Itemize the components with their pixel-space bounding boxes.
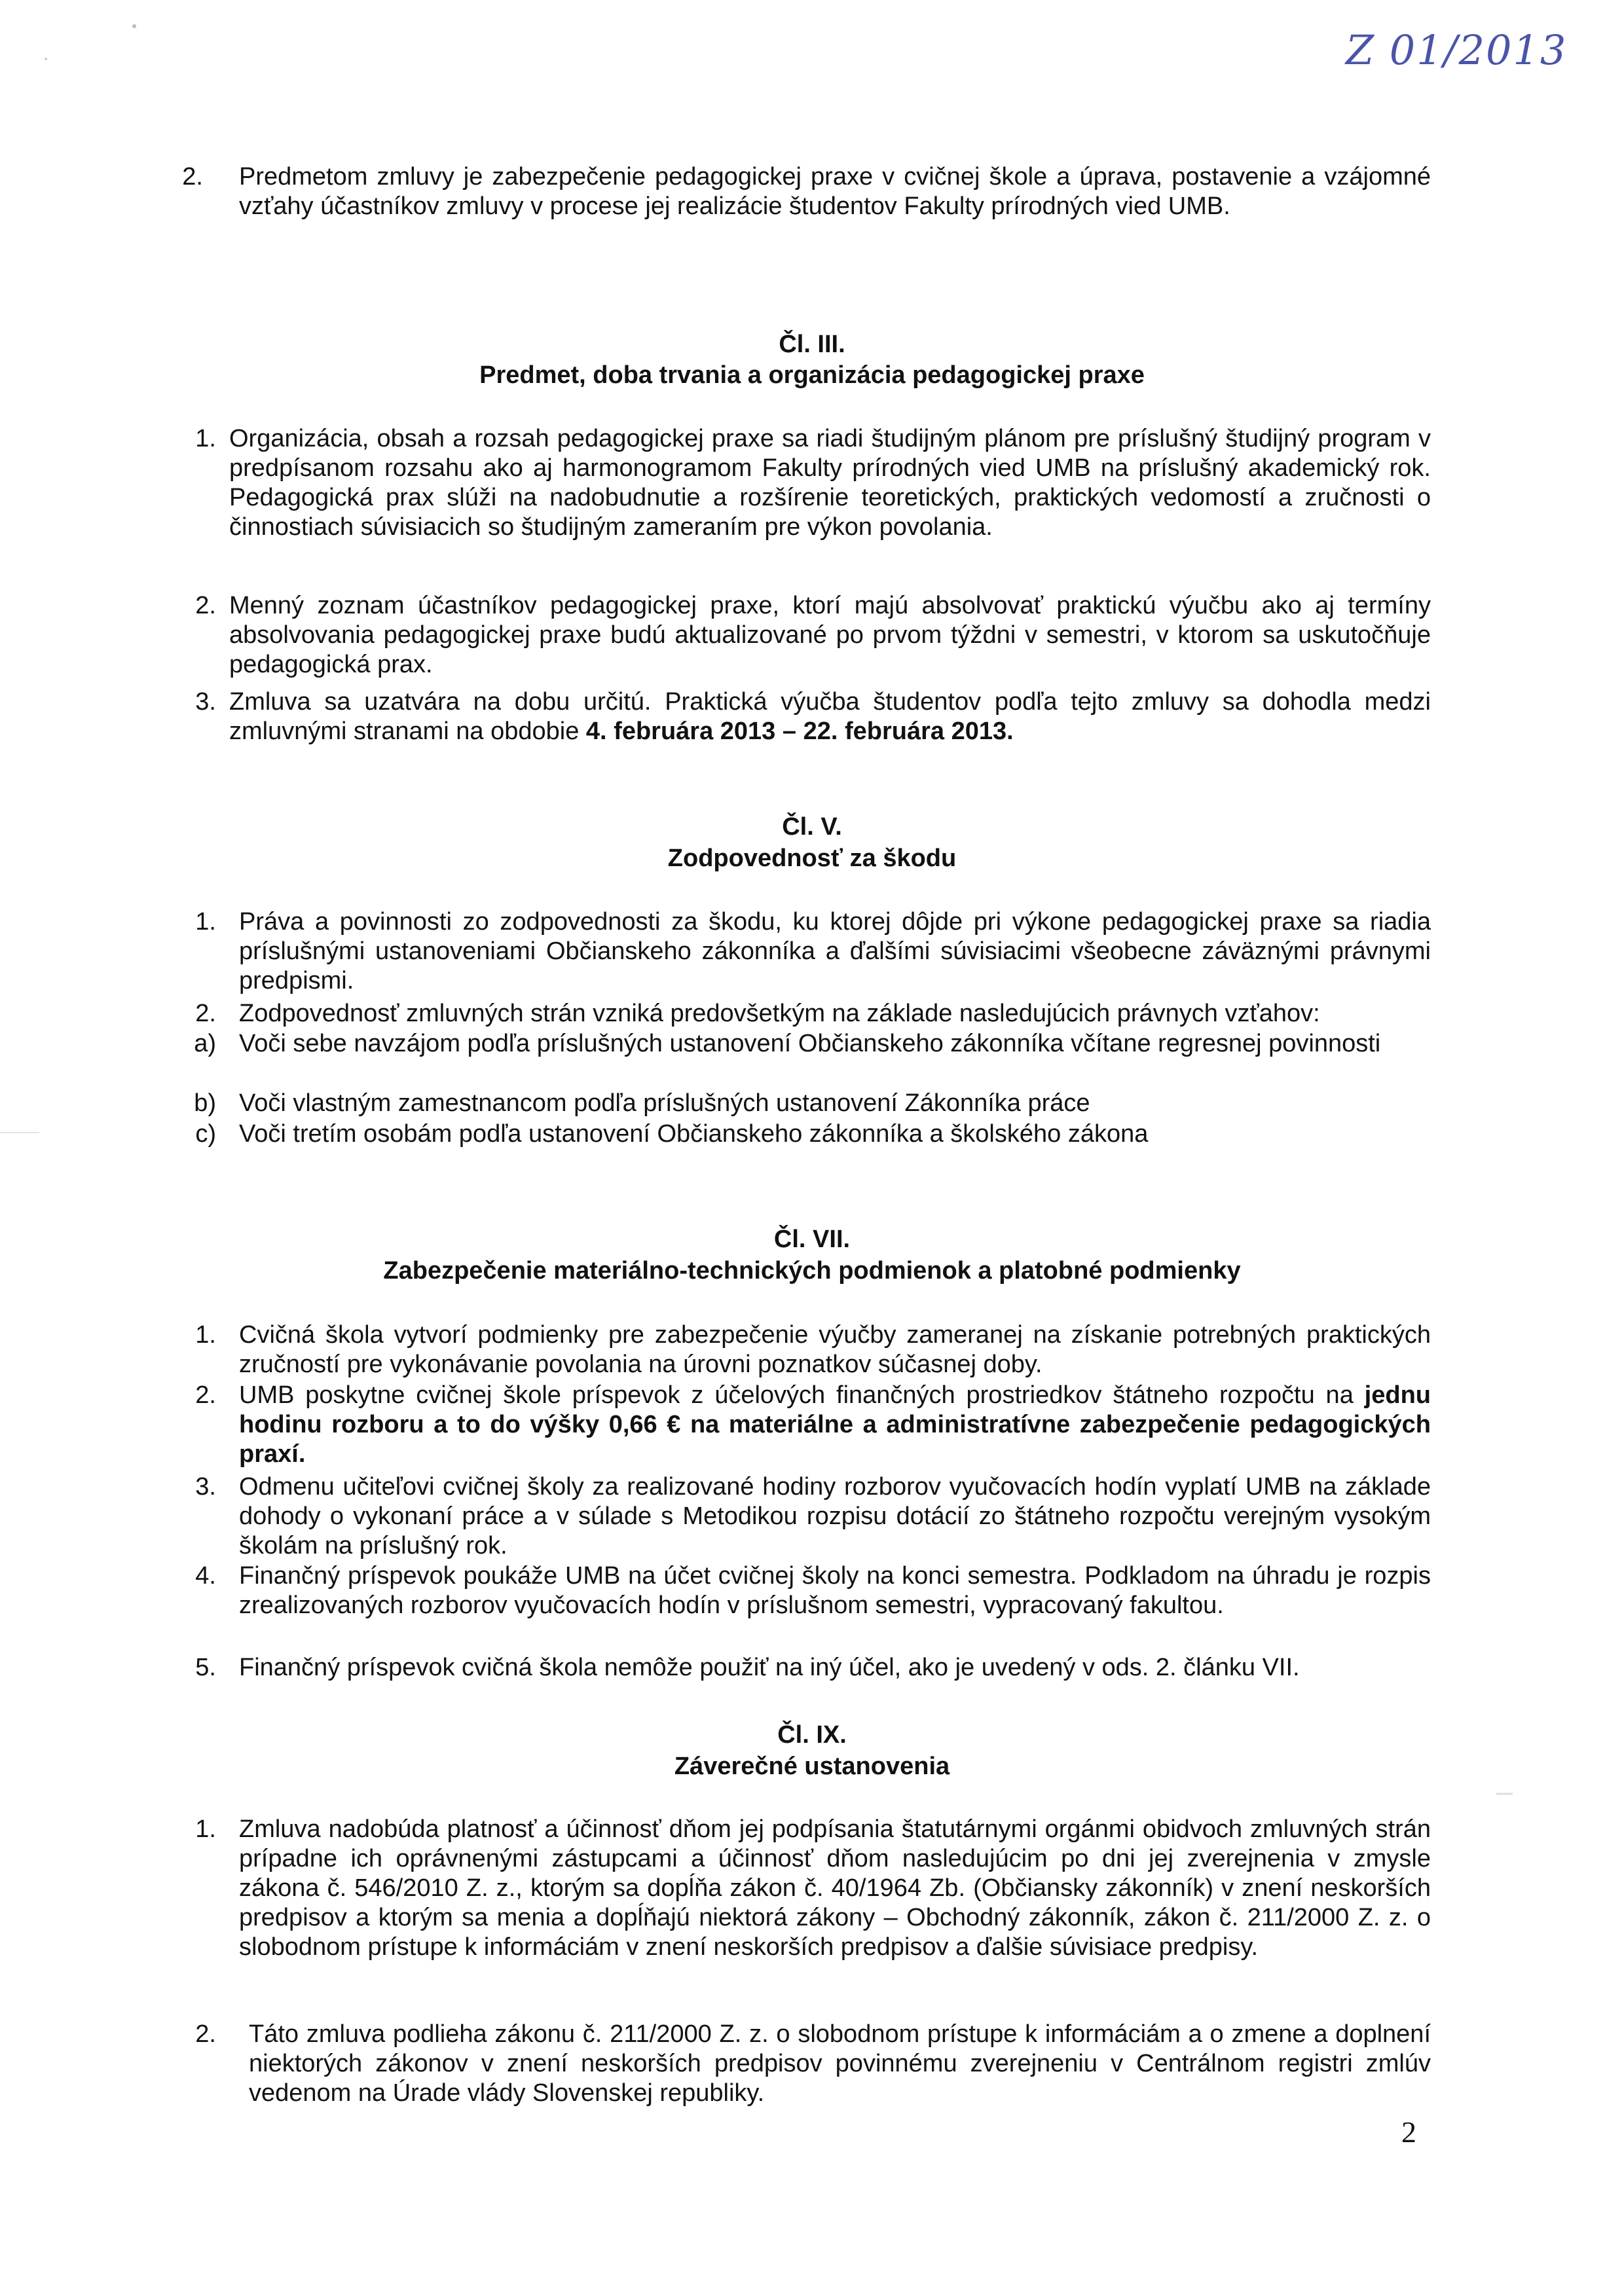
art5-item-b-text: Voči vlastným zamestnancom podľa príslušných ustanovení Zákonníka práce	[239, 1089, 1090, 1117]
art5-item-a-text: Voči sebe navzájom podľa príslušných ustanovení Občianskeho zákonníka včítane regresnej povinnosti	[239, 1030, 1381, 1057]
art7-item-2-number: 2.	[195, 1381, 216, 1409]
article-3-title: Predmet, doba trvania a organizácia pedagogickej praxe	[479, 361, 1145, 389]
art7-item-4-text: Finančný príspevok poukáže UMB na účet cvičnej školy na konci semestra. Podkladom na úhradu je rozpis zrealizovaných rozborov vyučovacích hodín v príslušnom semestri, vypracovaný fakultou.	[239, 1562, 1431, 1619]
art7-item-2-text	[239, 1381, 1431, 1469]
article-5-title: Zodpovednosť za škodu	[667, 845, 957, 872]
art7-item-2-plain: UMB poskytne cvičnej škole príspevok z účelových finančných prostriedkov štátneho rozpočtu na	[239, 1381, 1354, 1409]
art5-item-a-number: a)	[194, 1030, 216, 1057]
art7-item-3-text: Odmenu učiteľovi cvičnej školy za realizované hodiny rozborov vyučovacích hodín vyplatí UMB na základe dohody o vykonaní práce a v súlade s Metodikou rozpisu dotácií zo štátneho rozpočtu verejným vysokým školám na príslušný rok.	[239, 1473, 1431, 1559]
art7-item-5-text: Finančný príspevok cvičná škola nemôže použiť na iný účel, ako je uvedený v ods. 2. článku VII.	[239, 1654, 1300, 1681]
art3-item-2-text: Menný zoznam účastníkov pedagogickej praxe, ktorí majú absolvovať praktickú výučbu ako aj termíny absolvovania pedagogickej praxe budú aktualizované po prvom týždni v semestri, v ktorom sa uskutočňuje pedagogická prax.	[229, 592, 1431, 678]
intro-number: 2.	[182, 163, 203, 191]
art7-item-1-number: 1.	[195, 1321, 216, 1349]
handwritten-registration-note: Z 01/2013	[1346, 26, 1568, 74]
art5-item-b-number: b)	[194, 1089, 216, 1117]
art3-item-1-text: Organizácia, obsah a rozsah pedagogickej praxe sa riadi študijným plánom pre príslušný študijný program v predpísanom rozsahu ako aj harmonogramom Fakulty prírodných vied UMB na príslušný akademický rok. Pedagogická prax slúži na nadobudnutie a rozšírenie teoretických, praktických vedomostí a zručnosti o činnostiach súvisiacich so študijným zameraním pre výkon povolania.	[229, 425, 1431, 541]
art7-item-3-number: 3.	[195, 1473, 216, 1501]
article-9-number: Čl. IX.	[777, 1721, 847, 1749]
art5-item-c-number: c)	[195, 1120, 216, 1148]
art5-item-2-text: Zodpovednosť zmluvných strán vzniká predovšetkým na základe nasledujúcich právnych vzťahov:	[239, 1000, 1320, 1027]
practice-period-dates: 4. februára 2013 – 22. februára 2013.	[585, 718, 1014, 745]
article-9-title: Záverečné ustanovenia	[674, 1753, 950, 1780]
art7-item-4-number: 4.	[195, 1562, 216, 1590]
art7-item-1-text: Cvičná škola vytvorí podmienky pre zabezpečenie výučby zameranej na získanie potrebných praktických zručností pre vykonávanie povolania na úrovni poznatkov súčasnej doby.	[239, 1321, 1431, 1378]
art9-item-1-text: Zmluva nadobúda platnosť a účinnosť dňom jej podpísania štatutárnymi orgánmi obidvoch zmluvných strán prípadne ich oprávnenými zástupcami a účinnosť dňom nasledujúcim po dni jej zverejnenia v zmysle zákona č. 546/2010 Z. z., ktorým sa dopĺňa zákon č. 40/1964 Zb. (Občiansky zákonník) v znení neskorších predpisov a ktorým sa menia a dopĺňajú niektorá zákony – Obchodný zákonník, zákon č. 211/2000 Z. z. o slobodnom prístupe k informáciám v znení neskorších predpisov a ďalšie súvisiace predpisy.	[239, 1815, 1431, 1961]
page-number: 2	[1401, 2115, 1416, 2149]
contribution-amount: jednu hodinu rozboru a to do výšky 0,66 € na materiálne a administratívne zabezpečenie pedagogických praxí.	[239, 1381, 1431, 1468]
art9-item-2-text: Táto zmluva podlieha zákonu č. 211/2000 Z. z. o slobodnom prístupe k informáciám a o zmene a doplnení niektorých zákonov v znení neskorších predpisov povinnému zverejneniu v Centrálnom registri zmlúv vedenom na Úrade vlády Slovenskej republiky.	[249, 2020, 1431, 2107]
art3-item-2-number: 2.	[195, 592, 216, 619]
art9-item-1-number: 1.	[195, 1815, 216, 1843]
article-3-number: Čl. III.	[779, 331, 845, 358]
art3-item-3-number: 3.	[195, 688, 216, 716]
article-5-number: Čl. V.	[782, 813, 842, 841]
art5-item-1-number: 1.	[195, 908, 216, 936]
art7-item-5-number: 5.	[195, 1654, 216, 1681]
art5-item-1-text: Práva a povinnosti zo zodpovednosti za škodu, ku ktorej dôjde pri výkone pedagogickej praxe sa riadia príslušnými ustanoveniami Občianskeho zákonníka a ďalšími súvisiacimi všeobecne záväznými právnymi predpismi.	[239, 908, 1431, 994]
article-7-title: Zabezpečenie materiálno-technických podmienok a platobné podmienky	[383, 1257, 1241, 1285]
art5-item-2-number: 2.	[195, 1000, 216, 1027]
article-7-number: Čl. VII.	[773, 1226, 851, 1253]
art3-item-3-plain: Zmluva sa uzatvára na dobu určitú. Praktická výučba študentov podľa tejto zmluvy sa dohodla medzi zmluvnými stranami na obdobie	[229, 688, 1431, 745]
art3-item-3-text	[229, 687, 1431, 746]
intro-paragraph: Predmetom zmluvy je zabezpečenie pedagogickej praxe v cvičnej škole a úprava, postavenie a vzájomné vzťahy účastníkov zmluvy v procese jej realizácie študentov Fakulty prírodných vied UMB.	[239, 163, 1431, 220]
art5-item-c-text: Voči tretím osobám podľa ustanovení Občianskeho zákonníka a školského zákona	[239, 1120, 1149, 1148]
art9-item-2-number: 2.	[195, 2020, 216, 2048]
art3-item-1-number: 1.	[195, 425, 216, 452]
